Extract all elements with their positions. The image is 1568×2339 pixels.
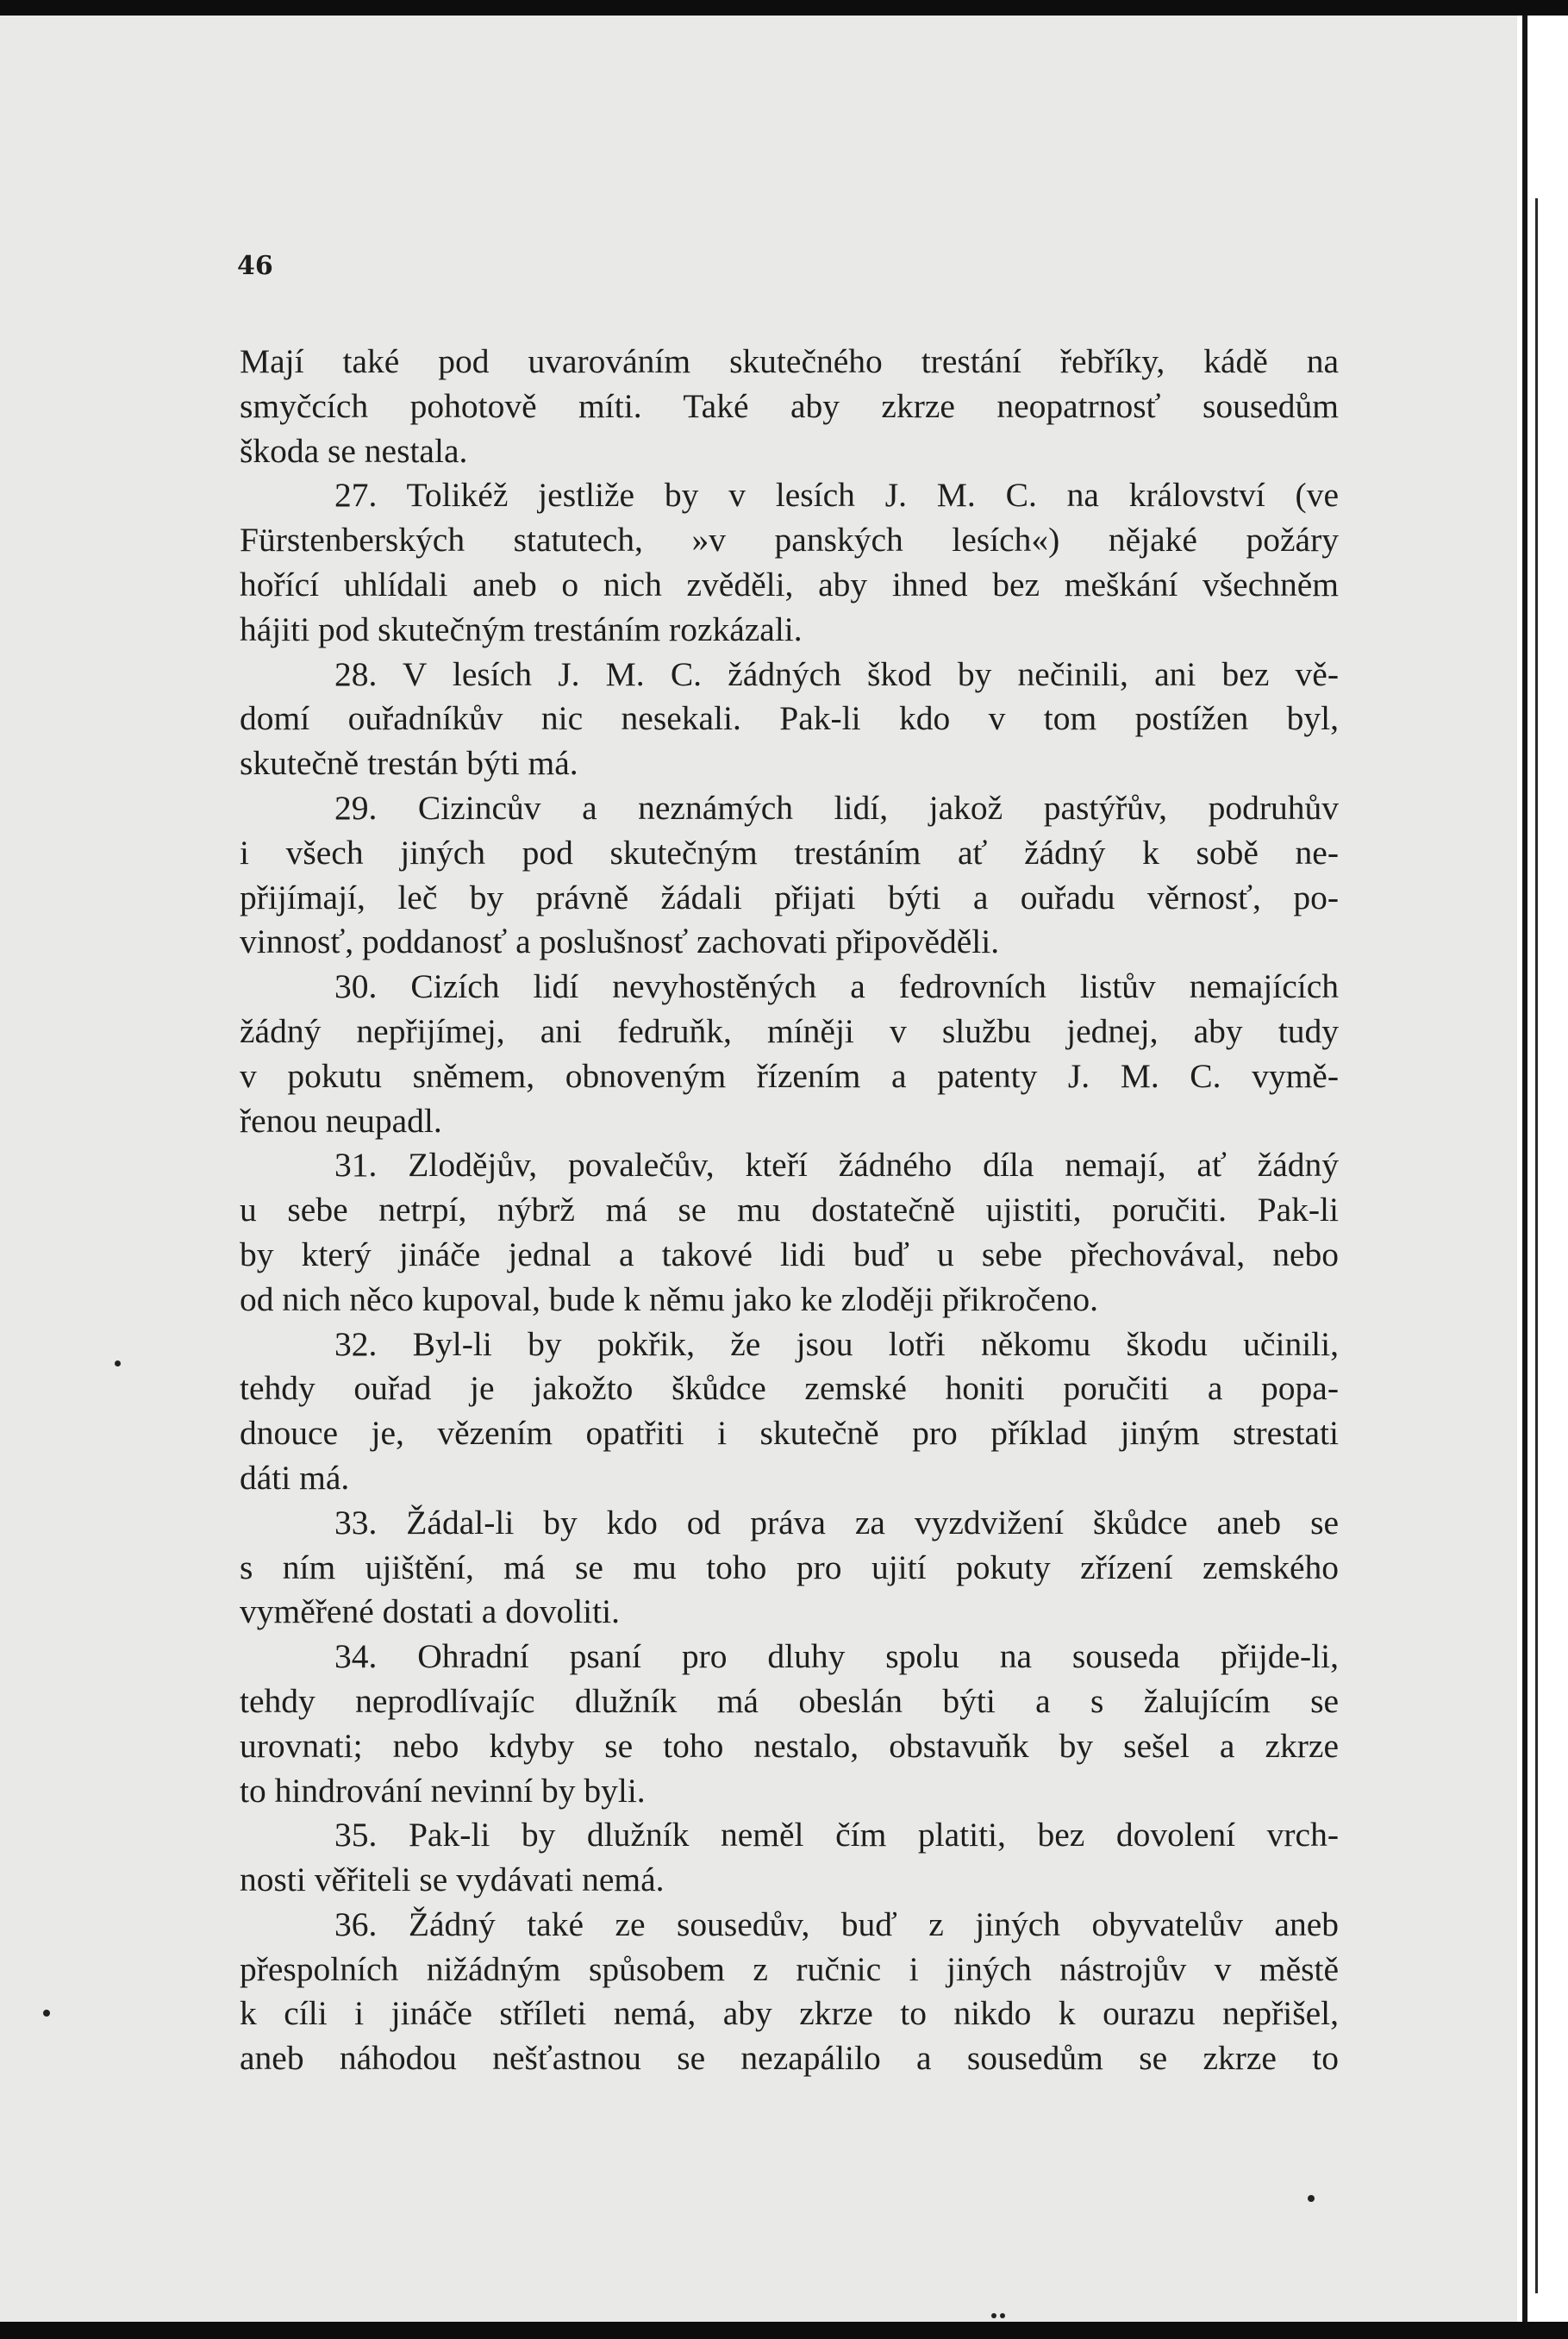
text-line: 32. Byl-li by pokřik, že jsou lotři někomu škodu učinili, [334, 1324, 1339, 1363]
text-line: i všech jiných pod skutečným trestáním ať žádný k sobě ne- [240, 833, 1339, 872]
text-line: u sebe netrpí, nýbrž má se mu dostatečně ujistiti, poručiti. Pak-li [240, 1191, 1339, 1229]
text-line: 31. Zlodějův, povalečův, kteří žádného díla nemají, ať žádný [334, 1146, 1339, 1185]
text-line: urovnati; nebo kdyby se toho nestalo, obstavuňk by sešel a zkrze [240, 1726, 1339, 1765]
scan-border-top [0, 0, 1568, 16]
book-page [0, 16, 1517, 2322]
text-line: Mají také pod uvarováním skutečného trestání řebříky, kádě na [240, 342, 1339, 380]
text-line: domí ouřadníkův nic nesekali. Pak-li kdo v tom postížen byl, [240, 699, 1339, 738]
page-text [240, 340, 1339, 2081]
text-line: v pokutu sněmem, obnoveným řízením a patenty J. M. C. vymě- [240, 1056, 1339, 1095]
scan-border-bottom [0, 2322, 1568, 2339]
text-line: vinnosť, poddanosť a poslušnosť zachovati připověděli. [240, 922, 1000, 961]
text-line: by který jináče jednal a takové lidi buď u sebe přechovával, nebo [240, 1235, 1339, 1273]
text-line: 28. V lesích J. M. C. žádných škod by nečinili, ani bez vě- [334, 654, 1339, 693]
text-line: 35. Pak-li by dlužník neměl čím platiti, bez dovolení vrch- [334, 1816, 1339, 1854]
text-line: aneb náhodou nešťastnou se nezapálilo a sousedům se zkrze to [240, 2039, 1339, 2078]
text-line: tehdy neprodlívajíc dlužník má obeslán býti a s žalujícím se [240, 1681, 1339, 1720]
text-line: nosti věřiteli se vydávati nemá. [240, 1861, 665, 1899]
text-line: 30. Cizích lidí nevyhostěných a fedrovních listův nemajících [334, 967, 1339, 1006]
scan-edge-line [1522, 16, 1527, 2322]
text-line: hořící uhlídali aneb o nich zvěděli, aby ihned bez meškání všechněm [240, 565, 1339, 604]
text-line: smyčcích pohotově míti. Také aby zkrze neopatrnosť sousedům [240, 386, 1339, 425]
text-line: dáti má. [240, 1458, 350, 1497]
text-line: 29. Cizincův a neznámých lidí, jakož pastýřův, podruhův [334, 788, 1339, 827]
text-line: řenou neupadl. [240, 1101, 442, 1140]
text-line: 34. Ohradní psaní pro dluhy spolu na souseda přijde-li, [334, 1637, 1339, 1676]
text-line: to hindrování nevinní by byli. [240, 1771, 646, 1810]
text-line: Fürstenberských statutech, »v panských lesích«) nějaké požáry [240, 521, 1339, 560]
page-number: 46 [237, 251, 273, 281]
text-line: dnouce je, vězením opatřiti i skutečně pro příklad jiným strestati [240, 1414, 1339, 1453]
text-line: žádný nepřijímej, ani fedruňk, míněji v službu jednej, aby tudy [240, 1011, 1339, 1050]
scan-edge-line [1535, 198, 1538, 2293]
text-line: přijímají, leč by právně žádali přijati býti a ouřadu věrnosť, po- [240, 878, 1339, 916]
scan-speck [1000, 2313, 1005, 2318]
scan-speck [115, 1360, 121, 1367]
scan-speck [43, 2010, 50, 2017]
text-line: tehdy ouřad je jakožto škůdce zemské honiti poručiti a popa- [240, 1369, 1339, 1408]
text-line: skutečně trestán býti má. [240, 744, 578, 783]
text-line: 33. Žádal-li by kdo od práva za vyzdvižení škůdce aneb se [334, 1503, 1339, 1542]
text-line: k cíli i jináče stříleti nemá, aby zkrze to nikdo k ourazu nepřišel, [240, 1994, 1339, 2033]
scan-speck [1308, 2195, 1315, 2202]
text-line: s ním ujištění, má se mu toho pro ujití pokuty zřízení zemského [240, 1548, 1339, 1586]
text-line: 27. Tolikéž jestliže by v lesích J. M. C. na království (ve [334, 476, 1339, 515]
text-line: přespolních nižádným spůsobem z ručnic i jiných nástrojův v městě [240, 1949, 1339, 1988]
scan-speck [991, 2313, 996, 2318]
text-line: hájiti pod skutečným trestáním rozkázali. [240, 610, 803, 648]
text-line: 36. Žádný také ze sousedův, buď z jiných obyvatelův aneb [334, 1904, 1339, 1943]
text-line: od nich něco kupoval, bude k němu jako ke zloději přikročeno. [240, 1279, 1098, 1318]
text-line: škoda se nestala. [240, 431, 468, 470]
text-line: vyměřené dostati a dovoliti. [240, 1592, 620, 1631]
